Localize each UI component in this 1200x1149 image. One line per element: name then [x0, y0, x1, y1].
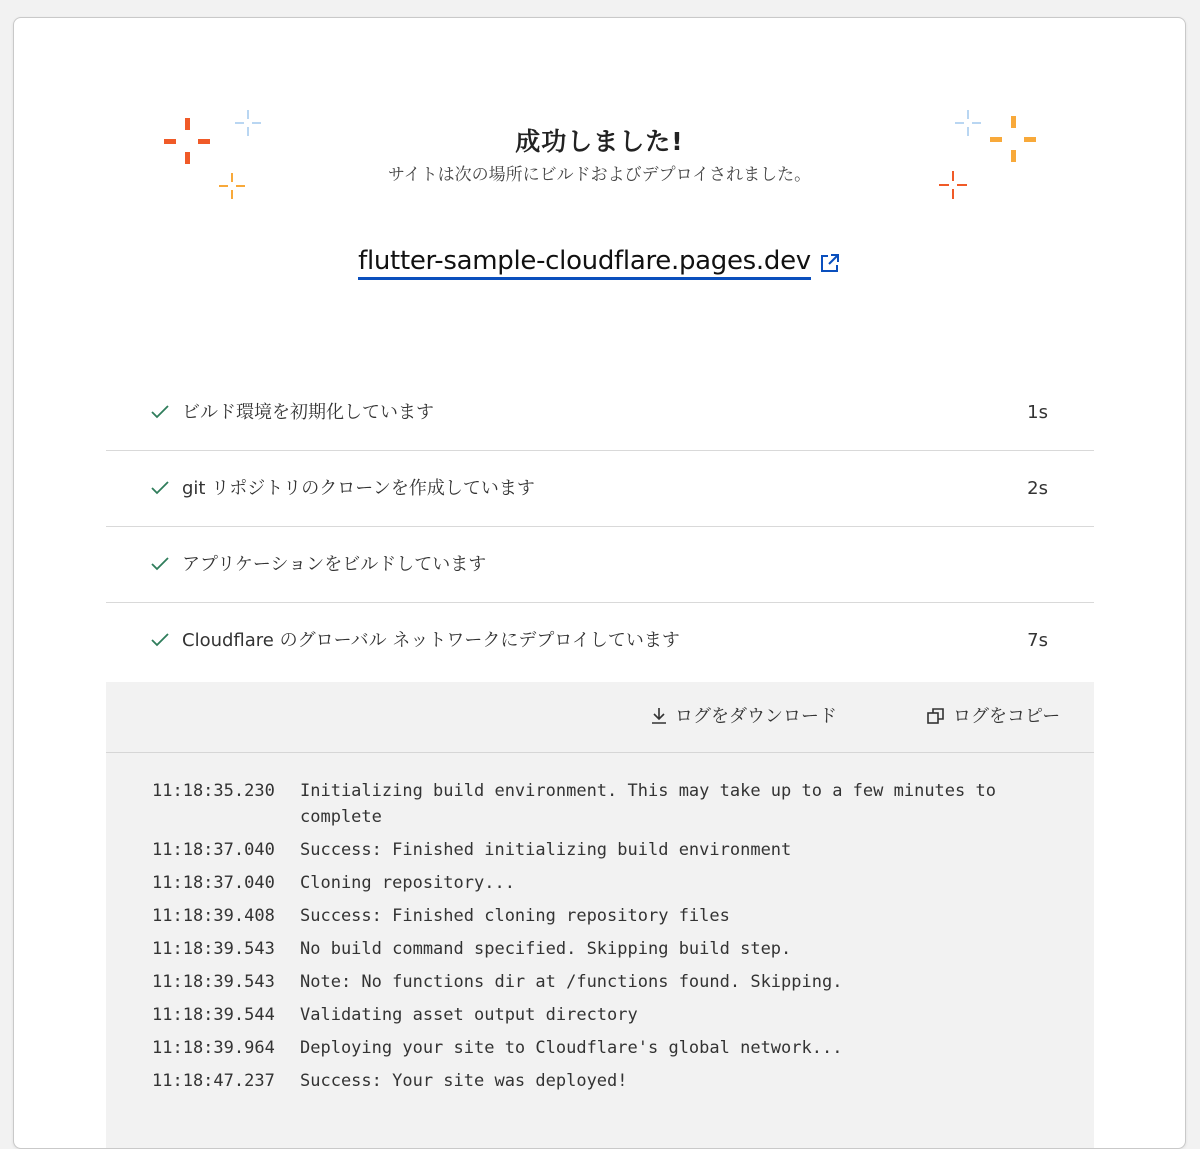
log-timestamp: 11:18:39.544 [152, 1005, 275, 1025]
site-link-container [14, 246, 1185, 280]
copy-log-label: ログをコピー [953, 706, 1061, 727]
copy-log-button[interactable] [927, 682, 1060, 752]
log-toolbar [106, 682, 1094, 753]
log-message: Validating asset output directory [300, 1005, 638, 1025]
copy-icon [927, 707, 945, 725]
log-message: Success: Finished initializing build environment [300, 840, 792, 860]
log-timestamp: 11:18:39.543 [152, 939, 275, 959]
log-message: Success: Finished cloning repository files [300, 906, 730, 926]
step-duration: 7s [1027, 630, 1048, 651]
log-line [152, 1068, 1052, 1094]
log-timestamp: 11:18:37.040 [152, 873, 275, 893]
download-log-label: ログをダウンロード [675, 706, 837, 727]
log-line [152, 1002, 1052, 1028]
log-message: Cloning repository... [300, 873, 515, 893]
log-line [152, 870, 1052, 896]
check-icon [150, 480, 170, 496]
log-line [152, 1035, 1052, 1061]
download-icon [651, 707, 667, 725]
log-line [152, 837, 1052, 863]
build-log-panel [106, 682, 1094, 1149]
page-title: 成功しました! [515, 127, 684, 156]
check-icon [150, 404, 170, 420]
step-label: アプリケーションをビルドしています [182, 554, 487, 575]
log-message: Deploying your site to Cloudflare's global network... [300, 1038, 843, 1058]
log-timestamp: 11:18:39.543 [152, 972, 275, 992]
log-line [152, 969, 1052, 995]
check-icon [150, 632, 170, 648]
deployment-success-card [13, 17, 1186, 1149]
deployment-step [106, 451, 1094, 527]
step-label: ビルド環境を初期化しています [182, 402, 434, 423]
site-url-link[interactable]: flutter-sample-cloudflare.pages.dev [358, 246, 811, 280]
log-message: Success: Your site was deployed! [300, 1071, 628, 1091]
step-label: git リポジトリのクローンを作成しています [182, 478, 535, 499]
log-timestamp: 11:18:39.964 [152, 1038, 275, 1058]
deployment-step [106, 527, 1094, 603]
deployment-step [106, 375, 1094, 451]
log-timestamp: 11:18:47.237 [152, 1071, 275, 1091]
log-message: Note: No functions dir at /functions found. Skipping. [300, 972, 843, 992]
log-line [152, 778, 1052, 830]
log-line [152, 936, 1052, 962]
log-message: Initializing build environment. This may take up to a few minutes to complete [300, 781, 996, 827]
log-output [152, 778, 1052, 1101]
check-icon [150, 556, 170, 572]
log-line [152, 903, 1052, 929]
deployment-step [106, 603, 1094, 679]
step-duration: 2s [1027, 478, 1048, 499]
log-timestamp: 11:18:39.408 [152, 906, 275, 926]
log-timestamp: 11:18:35.230 [152, 781, 275, 801]
log-timestamp: 11:18:37.040 [152, 840, 275, 860]
step-duration: 1s [1027, 402, 1048, 423]
log-message: No build command specified. Skipping build step. [300, 939, 792, 959]
page-subtitle: サイトは次の場所にビルドおよびデプロイされました。 [387, 165, 812, 185]
external-link-icon[interactable] [819, 252, 841, 274]
deployment-steps [106, 375, 1094, 679]
step-label: Cloudflare のグローバル ネットワークにデプロイしています [182, 630, 680, 651]
download-log-button[interactable] [651, 682, 837, 752]
